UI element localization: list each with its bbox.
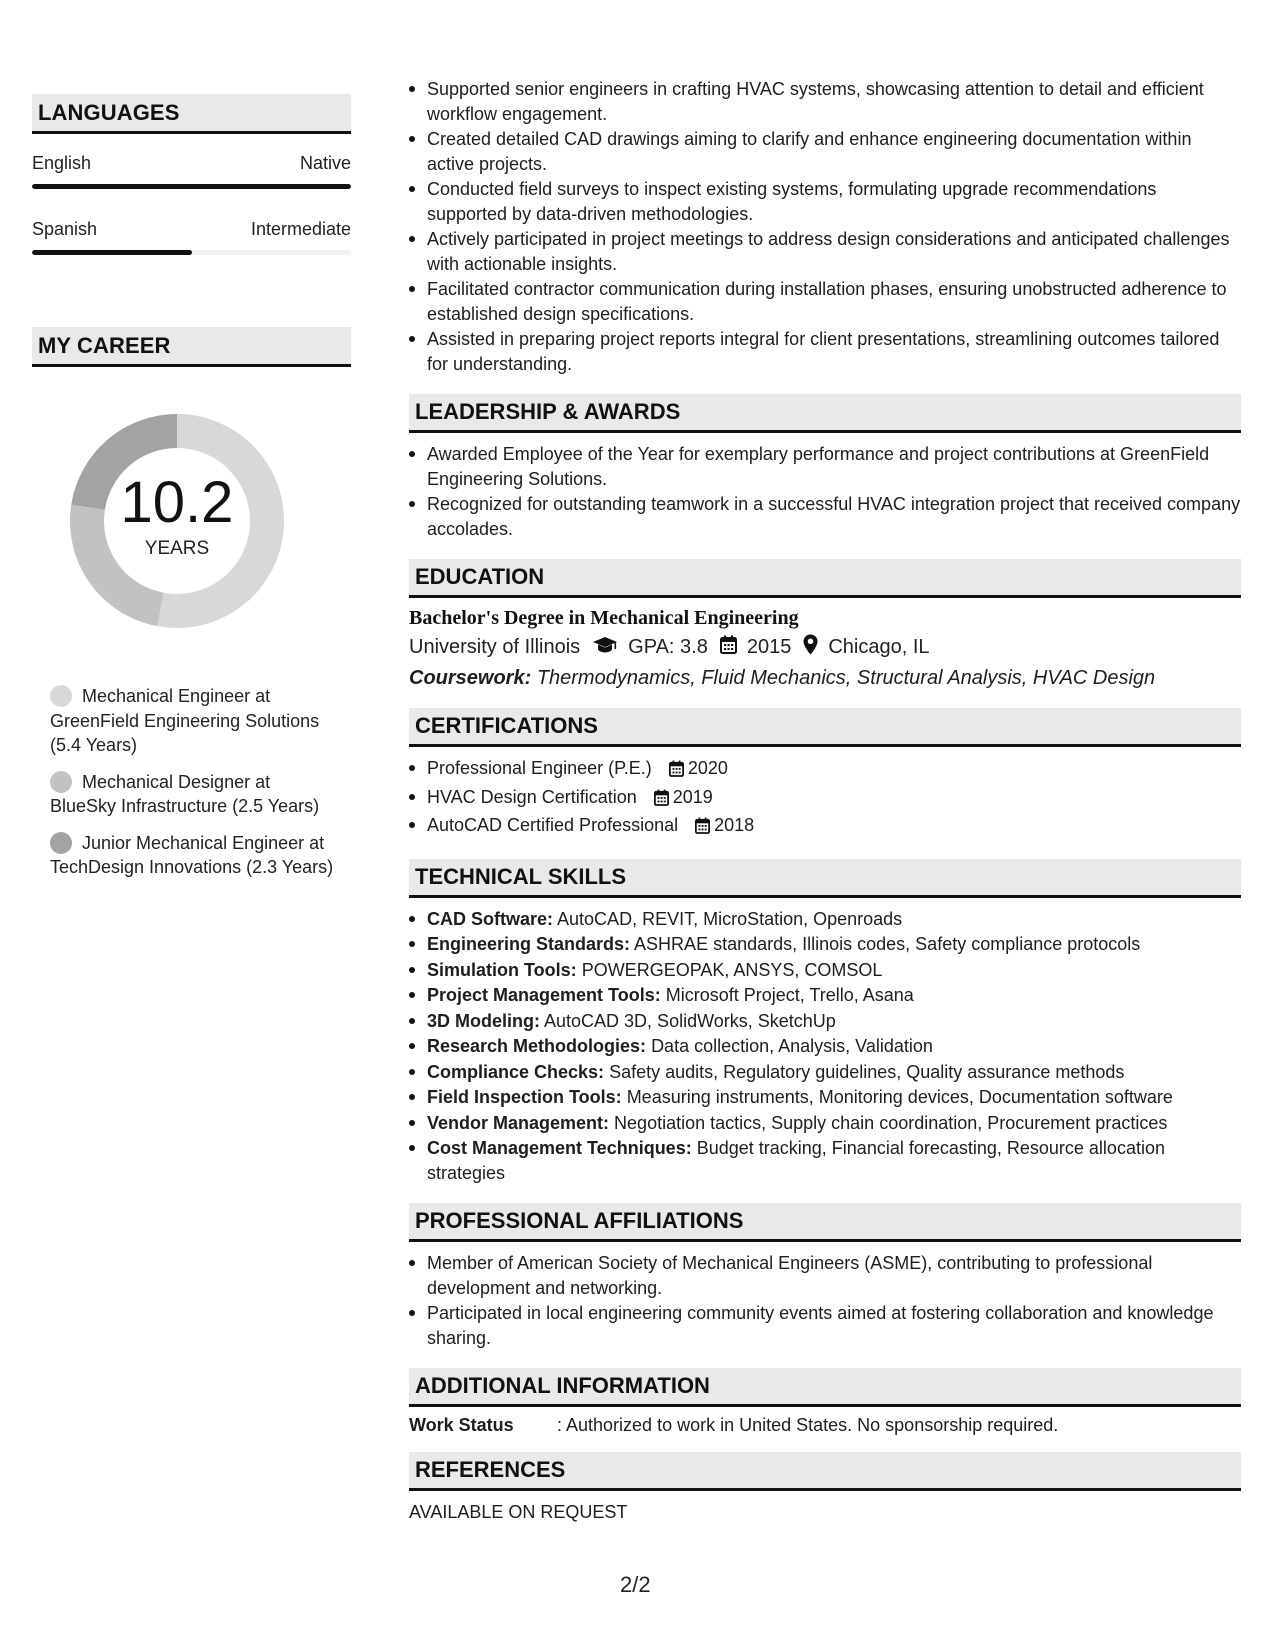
affiliation-item: Member of American Society of Mechanical Engineers (ASME), contributing to professional development and networking. [409, 1251, 1241, 1300]
certification-name: HVAC Design Certification [427, 786, 637, 807]
legend-label: Mechanical Engineer at GreenField Engineering Solutions (5.4 Years) [50, 686, 320, 755]
certification-item [409, 813, 1241, 841]
work-status-value: : Authorized to work in United States. No sponsorship required. [557, 1415, 1059, 1435]
languages-heading: LANGUAGES [32, 94, 351, 134]
legend-swatch [50, 685, 72, 707]
skill-item [409, 1034, 1241, 1059]
career-legend-item [50, 770, 340, 819]
language-proficiency-fill [32, 250, 192, 255]
skill-label: Vendor Management: [427, 1112, 610, 1133]
career-donut-chart [64, 408, 290, 634]
skill-label: Project Management Tools: [427, 985, 661, 1005]
certification-year: 2020 [687, 758, 728, 778]
affiliations-list [409, 1251, 1241, 1350]
certifications-heading: CERTIFICATIONS [409, 708, 1241, 747]
degree-title: Bachelor's Degree in Mechanical Engineering [409, 607, 799, 629]
career-legend-item [50, 684, 340, 758]
education-location: Chicago, IL [828, 636, 930, 658]
career-heading: MY CAREER [32, 327, 351, 367]
skills-heading: TECHNICAL SKILLS [409, 859, 1241, 898]
certification-name: Professional Engineer (P.E.) [427, 758, 652, 778]
career-legend-item [50, 831, 340, 880]
experience-bullet: Supported senior engineers in crafting HVAC systems, showcasing attention to detail and efficient workflow engagement. [409, 77, 1241, 126]
skill-item [409, 1111, 1241, 1136]
graduation-cap-icon [592, 636, 618, 660]
skill-item [409, 932, 1241, 957]
sidebar [32, 94, 351, 877]
references-heading: REFERENCES [409, 1452, 1241, 1491]
language-proficiency-bar [32, 184, 351, 189]
references-text: AVAILABLE ON REQUEST [409, 1502, 628, 1522]
skill-value: Microsoft Project, Trello, Asana [665, 985, 914, 1005]
experience-bullet: Created detailed CAD drawings aiming to clarify and enhance engineering documentation within active projects. [409, 127, 1241, 176]
page-number: 2/2 [620, 1572, 651, 1597]
skills-list [409, 907, 1241, 1186]
calendar-icon [720, 635, 737, 660]
skill-value: Data collection, Analysis, Validation [651, 1036, 933, 1056]
skill-value: Safety audits, Regulatory guidelines, Quality assurance methods [609, 1061, 1125, 1082]
leadership-heading: LEADERSHIP & AWARDS [409, 394, 1241, 433]
skill-label: Field Inspection Tools: [427, 1087, 622, 1107]
certification-item [409, 785, 1241, 813]
gpa: GPA: 3.8 [628, 636, 708, 658]
skill-item [409, 1060, 1241, 1085]
career-years-unit: YEARS [144, 538, 210, 559]
experience-bullet: Facilitated contractor communication during installation phases, ensuring unobstructed adherence to established design specifications. [409, 277, 1241, 326]
legend-label: Junior Mechanical Engineer at TechDesign Innovations (2.3 Years) [50, 832, 334, 877]
skill-item [409, 1085, 1241, 1110]
skill-value: ASHRAE standards, Illinois codes, Safety compliance protocols [634, 934, 1141, 954]
skill-label: Cost Management Techniques: [427, 1138, 692, 1158]
map-pin-icon [803, 634, 818, 661]
skill-value: Budget tracking, Financial forecasting, Resource allocation strategies [427, 1138, 1165, 1183]
experience-bullet: Conducted field surveys to inspect existing systems, formulating upgrade recommendations supported by data-driven methodologies. [409, 177, 1241, 226]
legend-swatch [50, 832, 72, 854]
leadership-item: Recognized for outstanding teamwork in a successful HVAC integration project that received company accolades. [409, 492, 1241, 541]
skill-label: Engineering Standards: [427, 934, 631, 954]
language-name: English [32, 153, 92, 173]
coursework [409, 667, 1241, 690]
skill-item [409, 958, 1241, 983]
experience-bullet: Assisted in preparing project reports integral for client presentations, streamlining outcomes tailored for understanding. [409, 327, 1241, 376]
skill-value: AutoCAD, REVIT, MicroStation, Openroads [557, 908, 903, 929]
skill-label: Simulation Tools: [427, 959, 577, 980]
leadership-item: Awarded Employee of the Year for exemplary performance and project contributions at GreenField Engineering Solutions. [409, 442, 1241, 491]
skill-value: AutoCAD 3D, SolidWorks, SketchUp [544, 1010, 836, 1031]
education-entry [409, 607, 1241, 690]
skill-item [409, 983, 1241, 1008]
leadership-list [409, 442, 1241, 541]
additional-info-heading: ADDITIONAL INFORMATION [409, 1368, 1241, 1407]
certifications-list [409, 756, 1241, 841]
calendar-icon [654, 788, 669, 813]
language-english [32, 153, 351, 189]
experience-bullet-list [409, 77, 1241, 376]
skill-value: Measuring instruments, Monitoring devices, Documentation software [626, 1087, 1173, 1107]
skill-label: Research Methodologies: [427, 1036, 647, 1056]
work-status-row [409, 1415, 1241, 1436]
skill-value: Negotiation tactics, Supply chain coordination, Procurement practices [614, 1112, 1168, 1133]
skill-item [409, 1009, 1241, 1034]
coursework-label: Coursework: [409, 667, 532, 689]
affiliations-heading: PROFESSIONAL AFFILIATIONS [409, 1203, 1241, 1242]
skill-label: CAD Software: [427, 908, 554, 929]
language-spanish [32, 219, 351, 255]
skill-value: POWERGEOPAK, ANSYS, COMSOL [581, 959, 883, 980]
certification-year: 2019 [672, 786, 713, 807]
work-status-label: Work Status [409, 1415, 514, 1435]
calendar-icon [695, 816, 710, 841]
education-heading: EDUCATION [409, 559, 1241, 598]
skill-item [409, 1136, 1241, 1185]
language-proficiency-bar [32, 250, 351, 255]
experience-bullet: Actively participated in project meetings to address design considerations and anticipated challenges with actionable insights. [409, 227, 1241, 276]
school-name: University of Illinois [409, 636, 581, 658]
skill-item [409, 907, 1241, 932]
career-legend [50, 684, 340, 892]
skill-label: 3D Modeling: [427, 1010, 540, 1031]
calendar-icon [669, 759, 684, 784]
legend-swatch [50, 771, 72, 793]
main-content [409, 77, 1241, 1523]
language-level: Intermediate [250, 219, 351, 239]
coursework-value: Thermodynamics, Fluid Mechanics, Structural Analysis, HVAC Design [536, 667, 1156, 689]
certification-item [409, 756, 1241, 784]
language-proficiency-fill [32, 184, 351, 189]
language-name: Spanish [32, 219, 98, 239]
affiliation-item: Participated in local engineering community events aimed at fostering collaboration and knowledge sharing. [409, 1301, 1241, 1350]
education-meta [409, 634, 1241, 661]
career-total-years: 10.2 [120, 470, 234, 535]
certification-name: AutoCAD Certified Professional [427, 815, 679, 835]
skill-label: Compliance Checks: [427, 1061, 605, 1082]
language-level: Native [299, 153, 351, 173]
certification-year: 2018 [714, 815, 755, 835]
graduation-year: 2015 [746, 636, 792, 658]
legend-label: Mechanical Designer at BlueSky Infrastructure (2.5 Years) [50, 771, 320, 816]
